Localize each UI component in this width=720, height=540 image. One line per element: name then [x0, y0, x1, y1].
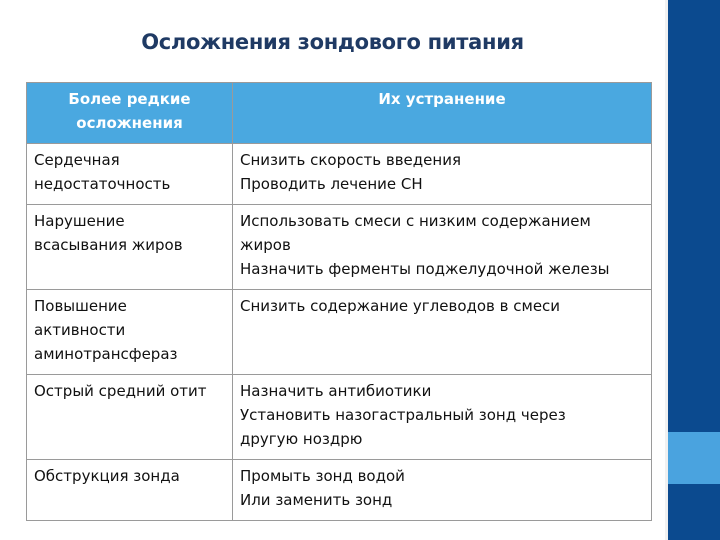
table-row — [27, 290, 652, 375]
table-row — [27, 460, 652, 521]
remedy-cell: Назначить антибиотики Установить назогастральный зонд через другую ноздрю — [233, 375, 652, 460]
remedy-cell: Использовать смеси с низким содержанием жиров Назначить ферменты поджелудочной железы — [233, 205, 652, 290]
complication-cell: Сердечная недостаточность — [27, 144, 233, 205]
remedy-cell: Промыть зонд водой Или заменить зонд — [233, 460, 652, 521]
complication-cell: Острый средний отит — [27, 375, 233, 460]
slide-title: Осложнения зондового питания — [141, 30, 524, 54]
table-row — [27, 375, 652, 460]
right-accent-square — [668, 432, 720, 484]
table-row — [27, 144, 652, 205]
header-complication: Более редкие осложнения — [27, 83, 233, 144]
complication-cell: Обструкция зонда — [27, 460, 233, 521]
table-header-row — [27, 83, 652, 144]
remedy-cell: Снизить скорость введения Проводить лечение СН — [233, 144, 652, 205]
header-remedy: Их устранение — [233, 83, 652, 144]
table-row — [27, 205, 652, 290]
complication-cell: Повышение активности аминотрансфераз — [27, 290, 233, 375]
remedy-cell: Снизить содержание углеводов в смеси — [233, 290, 652, 375]
complications-table — [26, 82, 652, 521]
complication-cell: Нарушение всасывания жиров — [27, 205, 233, 290]
